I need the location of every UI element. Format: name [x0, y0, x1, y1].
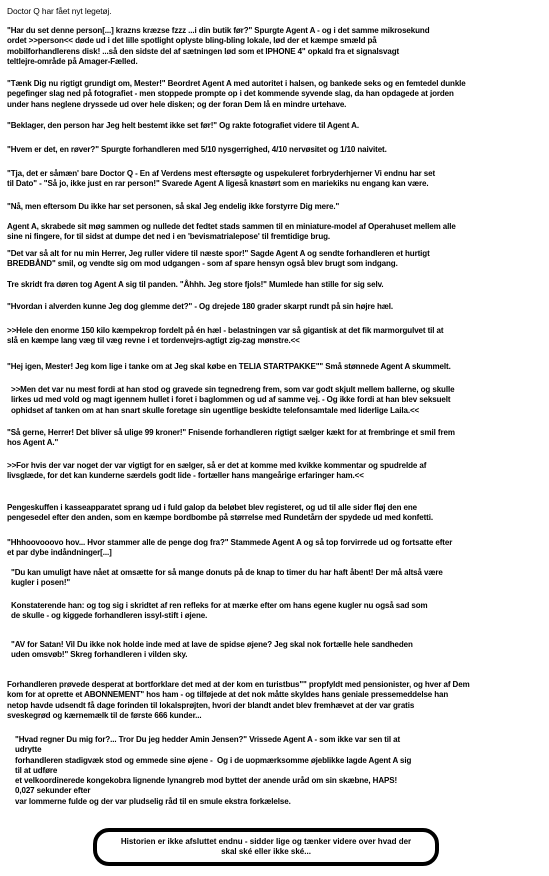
- paragraph-3: "Beklager, den person har Jeg helt bestemt ikke set før!" Og rakte fotografiet videre til Agent A.: [7, 121, 359, 130]
- paragraph-6: "Nå, men eftersom Du ikke har set personen, så skal Jeg endelig ikke forstyrre Dig mere.": [7, 202, 340, 211]
- paragraph-9: Tre skridt fra døren tog Agent A sig til panden. "Åhhh. Jeg store fjols!" Mumlede han stille for sig selv.: [7, 280, 384, 289]
- paragraph-16: Pengeskuffen i kasseapparatet sprang ud i fuld galop da beløbet blev registeret, og ud til alle sider fløj den ene pengesedel efter den anden, som en kæmpe bordbombe på størrelse med Rundetårn der spydede ud med konfetti.: [7, 503, 433, 523]
- paragraph-14: "Så gerne, Herrer! Det bliver så ulige 99 kroner!" Fnisende forhandleren rigtigt sælger kækt for at frembringe et smil frem hos Agent A.": [7, 428, 455, 448]
- paragraph-19: Konstaterende han: og tog sig i skridtet af ren refleks for at mærke efter om hans egene kugler nu også sad som de skulle - og kiggede forhandleren issyl-stift i øjene.: [11, 601, 428, 621]
- paragraph-21: Forhandleren prøvede desperat at bortforklare det med at der kom en turistbus"" propfyldt med pensionister, og hver af Dem kom for at oprette et ABONNEMENT" hos ham - og tilføjede at det nok måtte skyldes hans geniale pressemeddelse han netop havde udsendt få dage forinden til lokalsprøjten, hvori der blandt andet blev fremhævet at der var gratis sveskegrød og kærnemælk til de første 666 kunder...: [7, 680, 470, 720]
- paragraph-17: "Hhhoovooovo hov... Hvor stammer alle de penge dog fra?" Stammede Agent A og så top forvirrede ud og fortsatte efter et par dybe indåndninger[...]: [7, 538, 453, 558]
- paragraph-22: "Hvad regner Du mig for?... Tror Du jeg hedder Amin Jensen?" Vrissede Agent A - som ikke var sen til at udrytte forhandleren stadigvæk stod og emmede sine øjene - Og i de uopmærksomme øjeblikke lagde Agent A sig til at udføre et velkoordinerede kongekobra lignende lynangreb mod byttet der anende uråd om sin skæbne, HAPS! 0,027 sekunder efter var lommerne fulde og der var pludselig råd til en smule ekstra forkælelse.: [15, 735, 412, 806]
- paragraph-13: >>Men det var nu mest fordi at han stod og gravede sin tegnedreng frem, som var godt skjult mellem ballerne, og skulle lirkes ud med vold og magt igennem hullet i foret i baglommen og ud af samme vej. - Og ikke fordi at han blev seksuelt ophidset af tanken om at han snart skulle foretage sin ugentlige beskidte telefonsamtale med liderlige Laila.<<: [11, 385, 455, 415]
- story-continues-text: Historien er ikke afsluttet endnu - sidder lige og tænker videre over hvad der skal ské eller ikke ské...: [120, 836, 412, 856]
- paragraph-11: >>Hele den enorme 150 kilo kæmpekrop fordelt på én hæl - belastningen var så gigantisk at det fik marmorgulvet til at slå en kæmpe lang væg til væg revne i et tordenvejrs-agtigt zig-zag mønstre.<<: [7, 326, 444, 346]
- story-title: Doctor Q har fået nyt legetøj.: [7, 6, 112, 16]
- paragraph-18: "Du kan umuligt have nået at omsætte for så mange donuts på de knap to timer du har haft åbent! Der må altså være kugler i posen!": [11, 568, 443, 588]
- paragraph-12: "Hej igen, Mester! Jeg kom lige i tanke om at Jeg skal købe en TELIA STARTPAKKE"" Små stønnede Agent A skummelt.: [7, 362, 451, 371]
- paragraph-2: "Tænk Dig nu rigtigt grundigt om, Mester!" Beordret Agent A med autoritet i halsen, og bankede seks og en femtedel dunkle pegefinger slag ned på fotografiet - men stoppede prompte op i det kommende syvende slag, da han opdagede at jorden under hans neglene dryssede ud over hele disken; og der foran Dem lå en mindre urtehave.: [7, 79, 466, 109]
- paragraph-10: "Hvordan i alverden kunne Jeg dog glemme det?" - Og drejede 180 grader skarpt rundt på sin højre hæl.: [7, 302, 394, 311]
- paragraph-15: >>For hvis der var noget der var vigtigt for en sælger, så er det at komme med kvikke kommentar og spudrelde af livsglæde, for det kan kunderne særdels godt lide - fortæller hans mangeårige erfaringer ham.<<: [7, 461, 427, 481]
- paragraph-8: "Det var så alt for nu min Herrer, Jeg ruller videre til næste spor!" Sagde Agent A og sendte forhandleren et hurtigt BREDBÅND" smil, og vendte sig om mod udgangen - som af spare hensyn også blev brugt som indgang.: [7, 249, 430, 269]
- paragraph-5: "Tja, det er såmæn' bare Doctor Q - En af Verdens mest eftersøgte og uspekuleret forbryderhjerner Vi endnu har set til Dato" - "Så jo, ikke just en rar person!" Svarede Agent A ligeså knastørt som en mariekiks nu engang kan være.: [7, 169, 436, 189]
- paragraph-7: Agent A, skrabede sit møg sammen og nullede det fedtet stads sammen til en miniature-model af Operahuset mellem alle sine ni fingere, for til sidst at dumpe det ned i en 'bevismatrialepose' til fremtidige brug.: [7, 222, 456, 242]
- paragraph-1: "Har du set denne person[...] krazns kræzse fzzz ...i din butik før?" Spurgte Agent A - og i det samme mikrosekund ordet >>person<< døde ud i det lille spotlight oplyste bling-bling lokale, lød der et kæmpe smæld på mobilforhandlerens disk! ...så den sidste del af sætningen lød som et IPHONE 4" opkald fra et signalsvagt teltlejre-område på Amager-Fælled.: [7, 26, 430, 66]
- paragraph-4: "Hvem er det, en røver?" Spurgte forhandleren med 5/10 nysgerrighed, 4/10 nervøsitet og 1/10 naivitet.: [7, 145, 387, 154]
- paragraph-20: "AV for Satan! Vil Du ikke nok holde inde med at lave de spidse øjene? Jeg skal nok fortælle hele sandheden uden omsvøb!" Skreg forhandleren i vilden sky.: [11, 640, 413, 660]
- story-continues-box: [93, 828, 439, 866]
